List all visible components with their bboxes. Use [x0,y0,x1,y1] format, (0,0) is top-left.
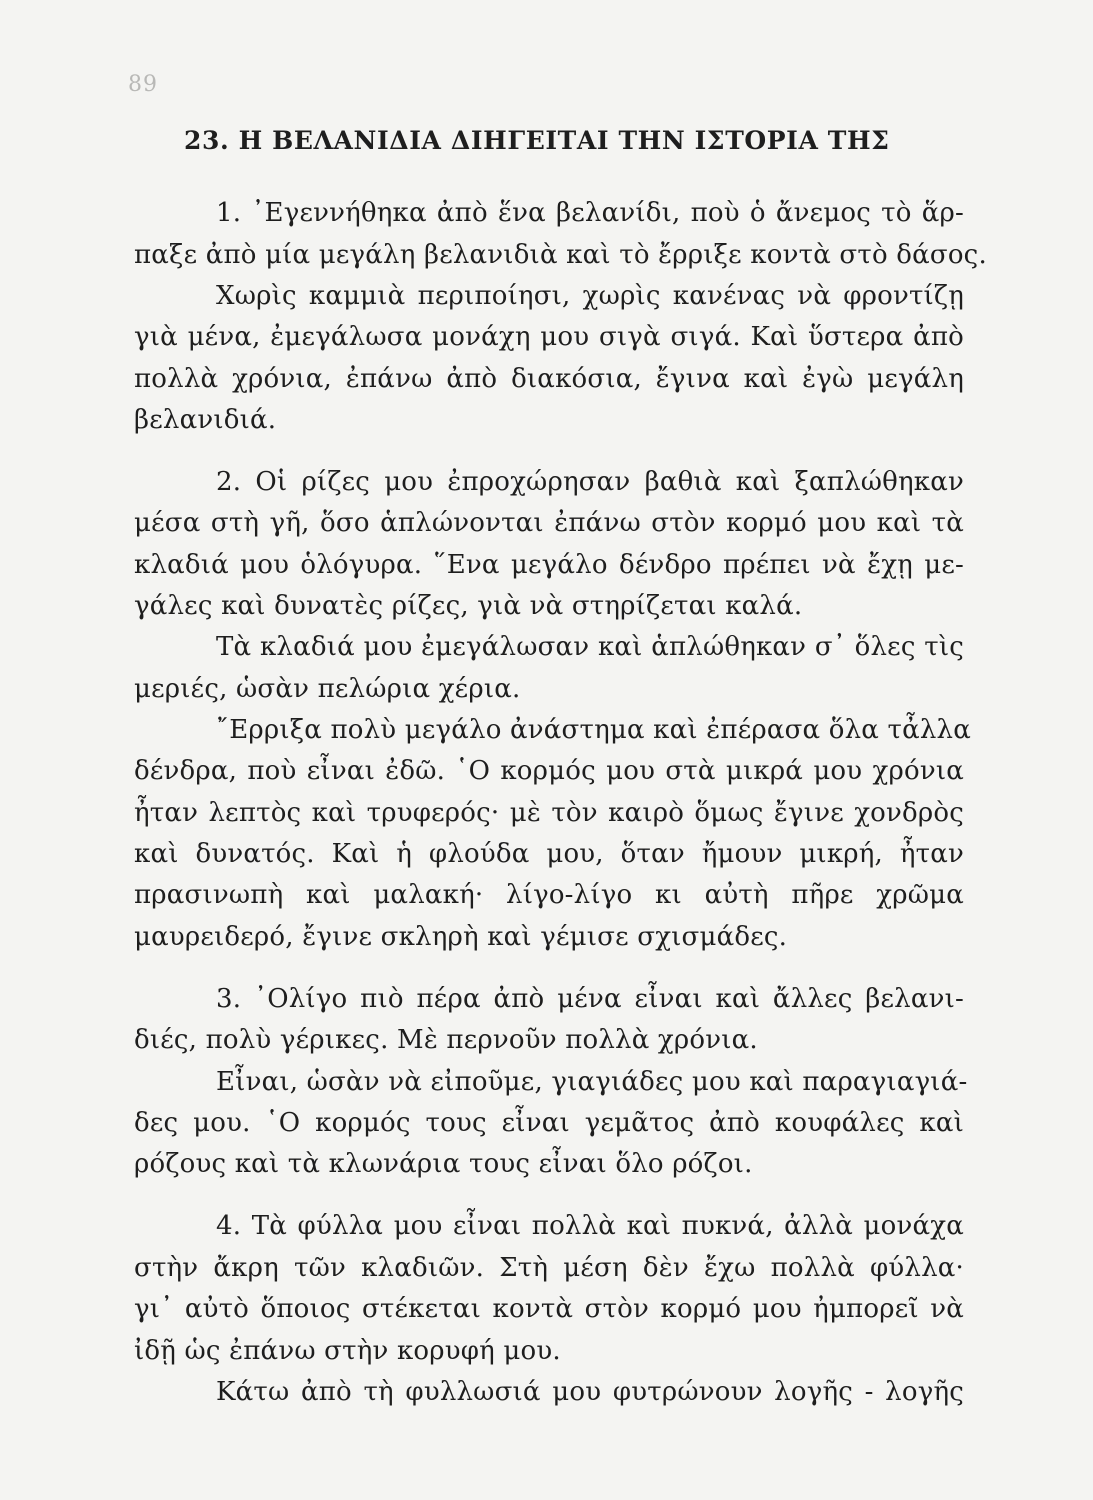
text-line: μεριές, ὡσὰν πελώρια χέρια. [134,674,521,704]
text-line: Τὰ κλαδιά μου ἐμεγάλωσαν καὶ ἁπλώθηκαν σ᾿ ὅλες τὶς [216,632,964,662]
text-line: πολλὰ χρόνια, ἐπάνω ἀπὸ διακόσια, ἔγινα καὶ ἐγὼ μεγάλη [134,364,964,394]
text-line: 1. ᾿Εγεννήθηκα ἀπὸ ἕνα βελανίδι, ποὺ ὁ ἄνεμος τὸ ἅρ- [216,198,964,228]
text-line: στὴν ἄκρη τῶν κλαδιῶν. Στὴ μέση δὲν ἔχω πολλὰ φύλλα· [134,1253,964,1283]
text-line: ρόζους καὶ τὰ κλωνάρια τους εἶναι ὅλο ρόζοι. [134,1149,753,1179]
text-line: ῎Ερριξα πολὺ μεγάλο ἀνάστημα καὶ ἐπέρασα ὅλα τἆλλα [216,715,971,745]
chapter-title: 23. Η ΒΕΛΑΝΙΔΙΑ ΔΙΗΓΕΙΤΑΙ ΤΗΝ ΙΣΤΟΡΙΑ ΤΗΣ [184,126,890,155]
text-line: δες μου. ῾Ο κορμός τους εἶναι γεμᾶτος ἀπὸ κουφάλες καὶ [134,1108,964,1138]
text-line: κλαδιά μου ὁλόγυρα. ῞Ενα μεγάλο δένδρο πρέπει νὰ ἔχῃ με- [134,550,964,580]
text-line: 4. Τὰ φύλλα μου εἶναι πολλὰ καὶ πυκνά, ἀλλὰ μονάχα [216,1211,964,1241]
text-line: γι᾿ αὐτὸ ὅποιος στέκεται κοντὰ στὸν κορμό μου ἠμπορεῖ νὰ [134,1294,964,1324]
text-line: Χωρὶς καμμιὰ περιποίησι, χωρὶς κανένας νὰ φροντίζῃ [216,281,964,311]
page-number: 89 [128,72,158,97]
text-line: ἰδῇ ὡς ἐπάνω στὴν κορυφή μου. [134,1336,561,1366]
text-line: παξε ἀπὸ μία μεγάλη βελανιδιὰ καὶ τὸ ἔρριξε κοντὰ στὸ δάσος. [134,240,987,270]
text-line: 2. Οἱ ρίζες μου ἐπροχώρησαν βαθιὰ καὶ ξαπλώθηκαν [216,467,964,497]
text-line: Εἶναι, ὡσὰν νὰ εἰποῦμε, γιαγιάδες μου καὶ παραγιαγιά- [216,1067,968,1097]
text-line: γάλες καὶ δυνατὲς ρίζες, γιὰ νὰ στηρίζεται καλά. [134,591,803,621]
text-line: μαυρειδερό, ἔγινε σκληρὴ καὶ γέμισε σχισμάδες. [134,922,788,952]
text-line: διές, πολὺ γέρικες. Μὲ περνοῦν πολλὰ χρόνια. [134,1025,758,1055]
text-line: βελανιδιά. [134,405,277,435]
text-line: γιὰ μένα, ἐμεγάλωσα μονάχη μου σιγὰ σιγά. Καὶ ὕστερα ἀπὸ [134,322,964,352]
text-line: δένδρα, ποὺ εἶναι ἐδῶ. ῾Ο κορμός μου στὰ μικρά μου χρόνια [134,756,964,786]
text-line: Κάτω ἀπὸ τὴ φυλλωσιά μου φυτρώνουν λογῆς - λογῆς [216,1377,964,1407]
text-line: μέσα στὴ γῆ, ὅσο ἁπλώνονται ἐπάνω στὸν κορμό μου καὶ τὰ [134,508,964,538]
text-line: πρασινωπὴ καὶ μαλακή· λίγο-λίγο κι αὐτὴ πῆρε χρῶμα [134,880,964,910]
text-line: 3. ᾿Ολίγο πιὸ πέρα ἀπὸ μένα εἶναι καὶ ἄλλες βελανι- [216,984,964,1014]
text-line: ἦταν λεπτὸς καὶ τρυφερός· μὲ τὸν καιρὸ ὅμως ἔγινε χονδρὸς [134,798,964,828]
text-line: καὶ δυνατός. Καὶ ἡ φλούδα μου, ὅταν ἤμουν μικρή, ἦταν [134,839,964,869]
